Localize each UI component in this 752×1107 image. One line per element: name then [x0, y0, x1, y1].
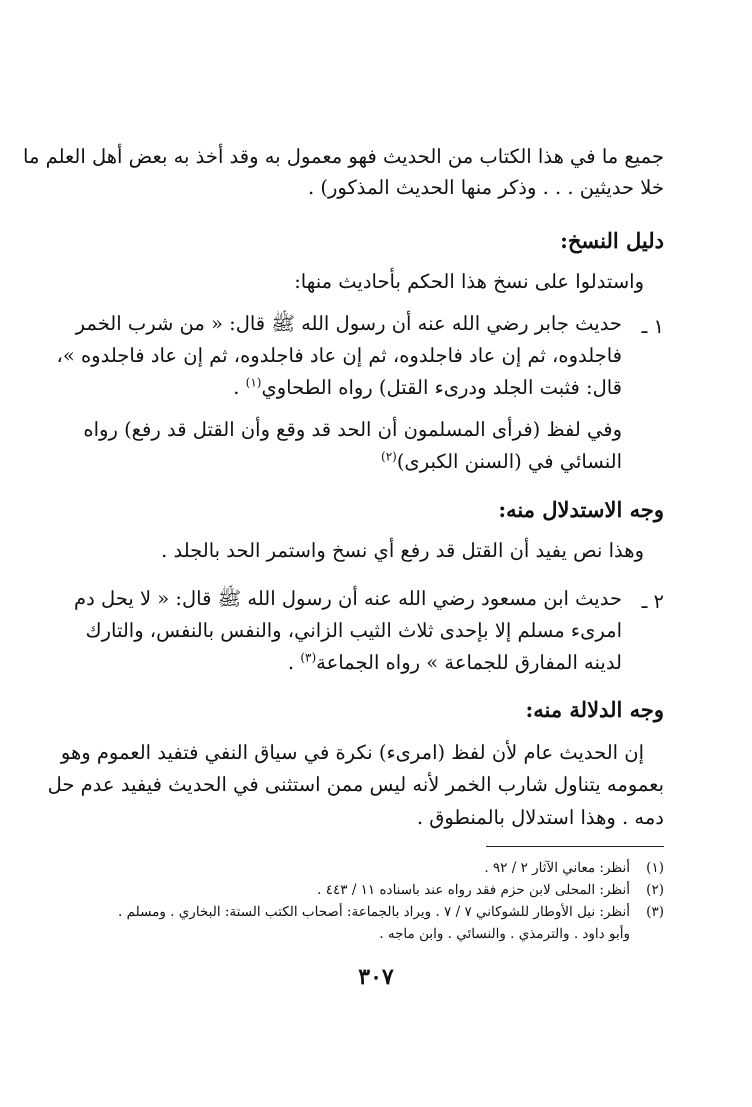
paragraph-line: جميع ما في هذا الكتاب من الحديث فهو معمول به وقد أخذ به بعض أهل العلم ما [23, 145, 664, 168]
footnote-separator [486, 846, 664, 847]
paragraph-line: خلا حديثين . . . وذكر منها الحديث المذكور) . [307, 176, 664, 199]
hadith-number: ١ ـ [641, 315, 664, 338]
page-number: ٣٠٧ [358, 964, 394, 990]
footnote: (٣)أنظر: نيل الأوطار للشوكاني ٧ / ٧ . ويراد بالجماعة: أصحاب الكتب الستة: البخاري . ومسلم . [118, 904, 664, 920]
paragraph-line: دمه . وهذا استدلال بالمنطوق . [416, 806, 664, 829]
footnote: (٢)أنظر: المحلى لابن حزم فقد رواه عند باسناده ١١ / ٤٤٣ . [317, 882, 664, 898]
paragraph-line: وهذا نص يفيد أن القتل قد رفع أي نسخ واستمر الحد بالجلد . [161, 539, 644, 562]
paragraph-line: بعمومه يتناول شارب الخمر لأنه ليس ممن استثنى في الحديث فيفيد عدم حل [47, 773, 664, 796]
hadith-line: قال: فثبت الجلد ودرىء القتل) رواه الطحاوي$^{(١)}$ . [233, 375, 622, 399]
hadith-line: حديث ابن مسعود رضي الله عنه أن رسول الله ﷺ قال: « لا يحل دم [74, 587, 622, 610]
paragraph-line: إن الحديث عام لأن لفظ (امرىء) نكرة في سياق النفي فتفيد العموم وهو [60, 741, 644, 764]
section-heading-abrogation-evidence: دليل النسخ: [560, 228, 664, 253]
hadith-line: امرىء مسلم إلا بإحدى ثلاث الثيب الزاني، والنفس بالنفس، والتارك [85, 619, 622, 642]
section-heading-inference: وجه الاستدلال منه: [498, 497, 664, 522]
hadith-line: النسائي في (السنن الكبرى)$^{(٢)}$ [381, 449, 622, 473]
footnote: (١)أنظر: معاني الآثار ٢ / ٩٢ . [484, 860, 664, 876]
intro-line: واستدلوا على نسخ هذا الحكم بأحاديث منها: [294, 270, 644, 293]
hadith-line: لدينه المفارق للجماعة » رواه الجماعة$^{(٣)}$ . [287, 650, 622, 674]
hadith-line: فاجلدوه، ثم إن عاد فاجلدوه، ثم إن عاد فاجلدوه، ثم إن عاد فاجلدوه »، [56, 344, 622, 367]
footnote-ref: (١) [245, 375, 262, 390]
hadith-line: حديث جابر رضي الله عنه أن رسول الله ﷺ قال: « من شرب الخمر [75, 312, 622, 335]
footnote-ref: (٢) [381, 449, 397, 464]
hadith-line: وفي لفظ (فرأى المسلمون أن الحد قد وقع وأن القتل قد رفع) رواه [83, 418, 622, 441]
footnote-continuation: وأبو داود . والترمذي . والنسائي . وابن ماجه . [379, 926, 630, 942]
section-heading-indication: وجه الدلالة منه: [525, 697, 664, 722]
footnote-ref: (٣) [300, 650, 317, 665]
hadith-number: ٢ ـ [641, 590, 664, 613]
